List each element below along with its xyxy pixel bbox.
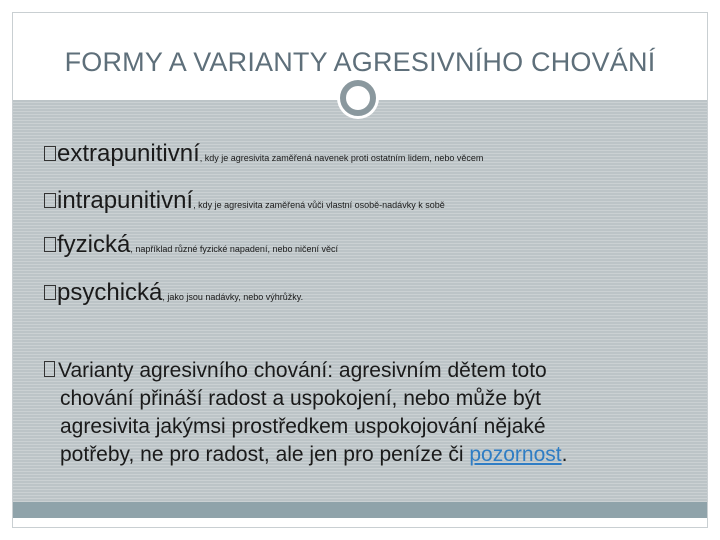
paragraph-line-2: chování přináší radost a uspokojení, nebo může být [60,387,541,410]
paragraph-line-1: Varianty agresivního chování: agresivním dětem toto [58,359,547,382]
bullet-term: extrapunitivní [57,140,200,167]
divider-line-right [382,98,707,100]
bullet-term: fyzická [57,231,131,258]
bullet-marker-icon [44,193,56,208]
bullet-note: , kdy je agresivita zaměřená navenek proti ostatním lidem, nebo věcem [199,153,484,163]
varianty-paragraph [44,357,684,469]
slide-title: FORMY A VARIANTY AGRESIVNÍHO CHOVÁNÍ [64,47,656,77]
circle-ornament-icon [340,80,376,116]
bullet-marker-icon [44,285,56,300]
pozornost-link[interactable]: pozornost [469,443,562,466]
bullet-marker-icon [44,146,56,161]
bullet-extrapunitivni [44,140,483,168]
paragraph-end: . [561,443,568,466]
bullet-marker-icon [44,361,55,377]
bullet-marker-icon [44,237,56,252]
bullet-term: intrapunitivní [57,187,194,214]
bullet-note: , například různé fyzické napadení, nebo ničení věcí [130,244,338,254]
paragraph-line-3: agresivita jakýmsi prostředkem uspokojování nějaké [60,415,546,438]
bullet-intrapunitivni [44,187,445,215]
divider-line-left [13,98,339,100]
bottom-bar [13,502,707,518]
bullet-note: , kdy je agresivita zaměřená vůči vlastní osobě-nadávky k sobě [193,200,445,210]
bullet-term: psychická [57,279,163,306]
bullet-fyzicka [44,231,338,259]
bullet-note: , jako jsou nadávky, nebo výhrůžky. [162,292,304,302]
bullet-psychicka [44,279,303,307]
paragraph-line-4: potřeby, ne pro radost, ale jen pro peníze či [60,443,470,466]
